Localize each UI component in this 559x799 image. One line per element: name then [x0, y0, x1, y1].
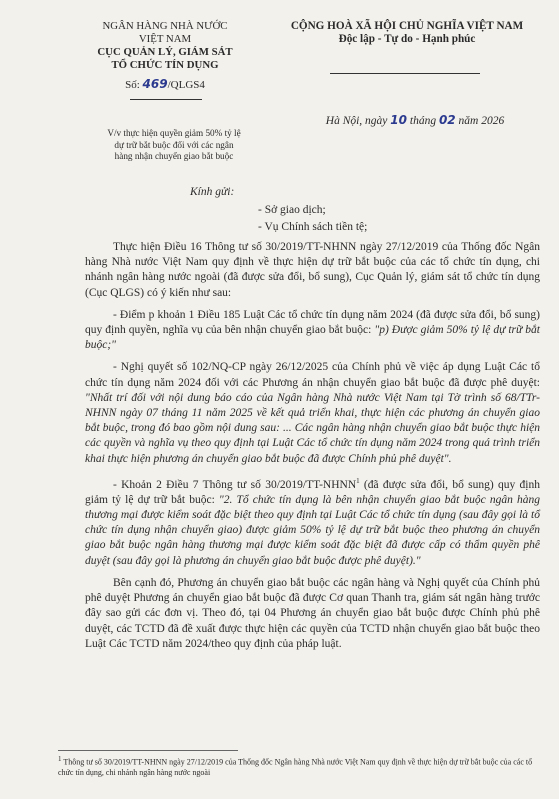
issuer-divider: [130, 99, 202, 100]
document-number: Số: 469/QLGS4: [125, 77, 205, 91]
recipient-item: - Sở giao dịch;: [258, 204, 326, 216]
document-body: [85, 240, 540, 652]
issuer-line-4: TỔ CHỨC TÍN DỤNG: [111, 59, 219, 71]
footnote-ref: 1: [356, 476, 360, 485]
paragraph-intro: Thực hiện Điều 16 Thông tư số 30/2019/TT-NHNN ngày 27/12/2019 của Thống đốc Ngân hàng Nhà nước Việt Nam quy định về thực hiện dự trữ bắt buộc của các tổ chức tín dụng, chi nhánh ngân hàng nước ngoài (đã được sửa đổi, bổ sung), Cục Quản lý, giám sát tổ chức tín dụng (Cục QLGS) có ý kiến như sau:: [85, 241, 540, 299]
subject-line: dự trữ bắt buộc đối với các ngân: [114, 139, 234, 150]
document-subject: [74, 128, 274, 163]
salutation: Kính gửi:: [190, 186, 235, 198]
issuer-line-1: NGÂN HÀNG NHÀ NƯỚC: [102, 20, 228, 32]
recipient-item: - Vụ Chính sách tiền tệ;: [258, 221, 368, 233]
issuer-header: [60, 20, 270, 92]
national-title: CỘNG HOÀ XÃ HỘI CHỦ NGHĨA VIỆT NAM: [290, 20, 524, 32]
issuer-line-2: VIỆT NAM: [138, 33, 192, 45]
paragraph-context: Bên cạnh đó, Phương án chuyển giao bắt buộc các ngân hàng và Nghị quyết của Chính phủ phê duyệt Phương án chuyển giao bắt buộc đã được Cơ quan Thanh tra, giám sát ngân hàng trước đây sao gửi các đơn vị. Theo đó, tại 04 Phương án chuyển giao bắt buộc được Chính phủ phê duyệt, các TCTD đã đề xuất được thực hiện các quyền của TCTD nhận chuyển giao bắt buộc theo Luật Các TCTD năm 2024/theo quy định của pháp luật.: [85, 576, 540, 650]
subject-line: hàng nhận chuyển giao bắt buộc: [114, 151, 234, 161]
handwritten-day: 10: [390, 113, 407, 127]
paragraph-law-article: - Điểm p khoản 1 Điều 185 Luật Các tổ chức tín dụng năm 2024 (đã được sửa đổi, bổ sung) quy định quyền, nghĩa vụ của bên nhận chuyển giao bắt buộc: "p) Được giảm 50% tỷ lệ dự trữ bắt buộc;": [85, 308, 540, 352]
handwritten-number: 469: [142, 77, 168, 91]
footnote-rule: [58, 750, 238, 751]
handwritten-month: 02: [438, 113, 456, 127]
paragraph-circular: - Khoản 2 Điều 7 Thông tư số 30/2019/TT-NHNN$^1$ (đã được sửa đổi, bổ sung) quy định giảm tỷ lệ dự trữ bắt buộc: "2. Tổ chức tín dụng là bên nhận chuyển giao bắt buộc ngân hàng thương mại được kiểm soát đặc biệt theo quy định tại Luật Các tổ chức tín dụng (sau đây gọi là tổ chức tín dụng nhận chuyển giao) được giảm 50% tỷ lệ dự trữ bắt buộc theo phương án chuyển giao bắt buộc ngân hàng thương mại được kiểm soát đặc biệt đã được cấp có thẩm quyền phê duyệt (sau đây gọi là phương án chuyển giao bắt buộc được phê duyệt).": [85, 476, 541, 567]
paragraph-resolution: - Nghị quyết số 102/NQ-CP ngày 26/12/2025 của Chính phủ về việc áp dụng Luật Các tổ chức tín dụng năm 2024 đối với các Phương án nhận chuyển giao bắt buộc đã được phê duyệt: "Nhất trí đối với nội dung báo cáo của Ngân hàng Nhà nước Việt Nam tại Tờ trình số 68/TTr-NHNN ngày 07 tháng 11 năm 2025 về kết quả triển khai, thực hiện các phương án chuyển giao bắt buộc, trong đó bao gồm nội dung sau: ... Các ngân hàng nhận chuyển giao bắt buộc thực hiện các quyền và nghĩa vụ theo quy định tại Luật Các tổ chức tín dụng năm 2024 trong quá trình triển khai thực hiện phương án chuyển giao bắt buộc đã được Chính phủ phê duyệt".: [85, 361, 540, 465]
footnote: $^1$ Thông tư số 30/2019/TT-NHNN ngày 27/12/2019 của Thống đốc Ngân hàng Nhà nước Việt Nam quy định về thực hiện dự trữ bắt buộc của các tổ chức tín dụng, chi nhánh ngân hàng nước ngoài: [58, 755, 533, 777]
national-header: [262, 20, 552, 46]
issuer-line-3: CỤC QUẢN LÝ, GIÁM SÁT: [97, 46, 233, 58]
document-date: Hà Nội, ngày 10 tháng 02 năm 2026: [325, 113, 505, 127]
motto-divider: [330, 73, 480, 74]
national-motto: Độc lập - Tự do - Hạnh phúc: [338, 33, 476, 45]
subject-line: V/v thực hiện quyền giảm 50% tỷ lệ: [107, 128, 241, 138]
